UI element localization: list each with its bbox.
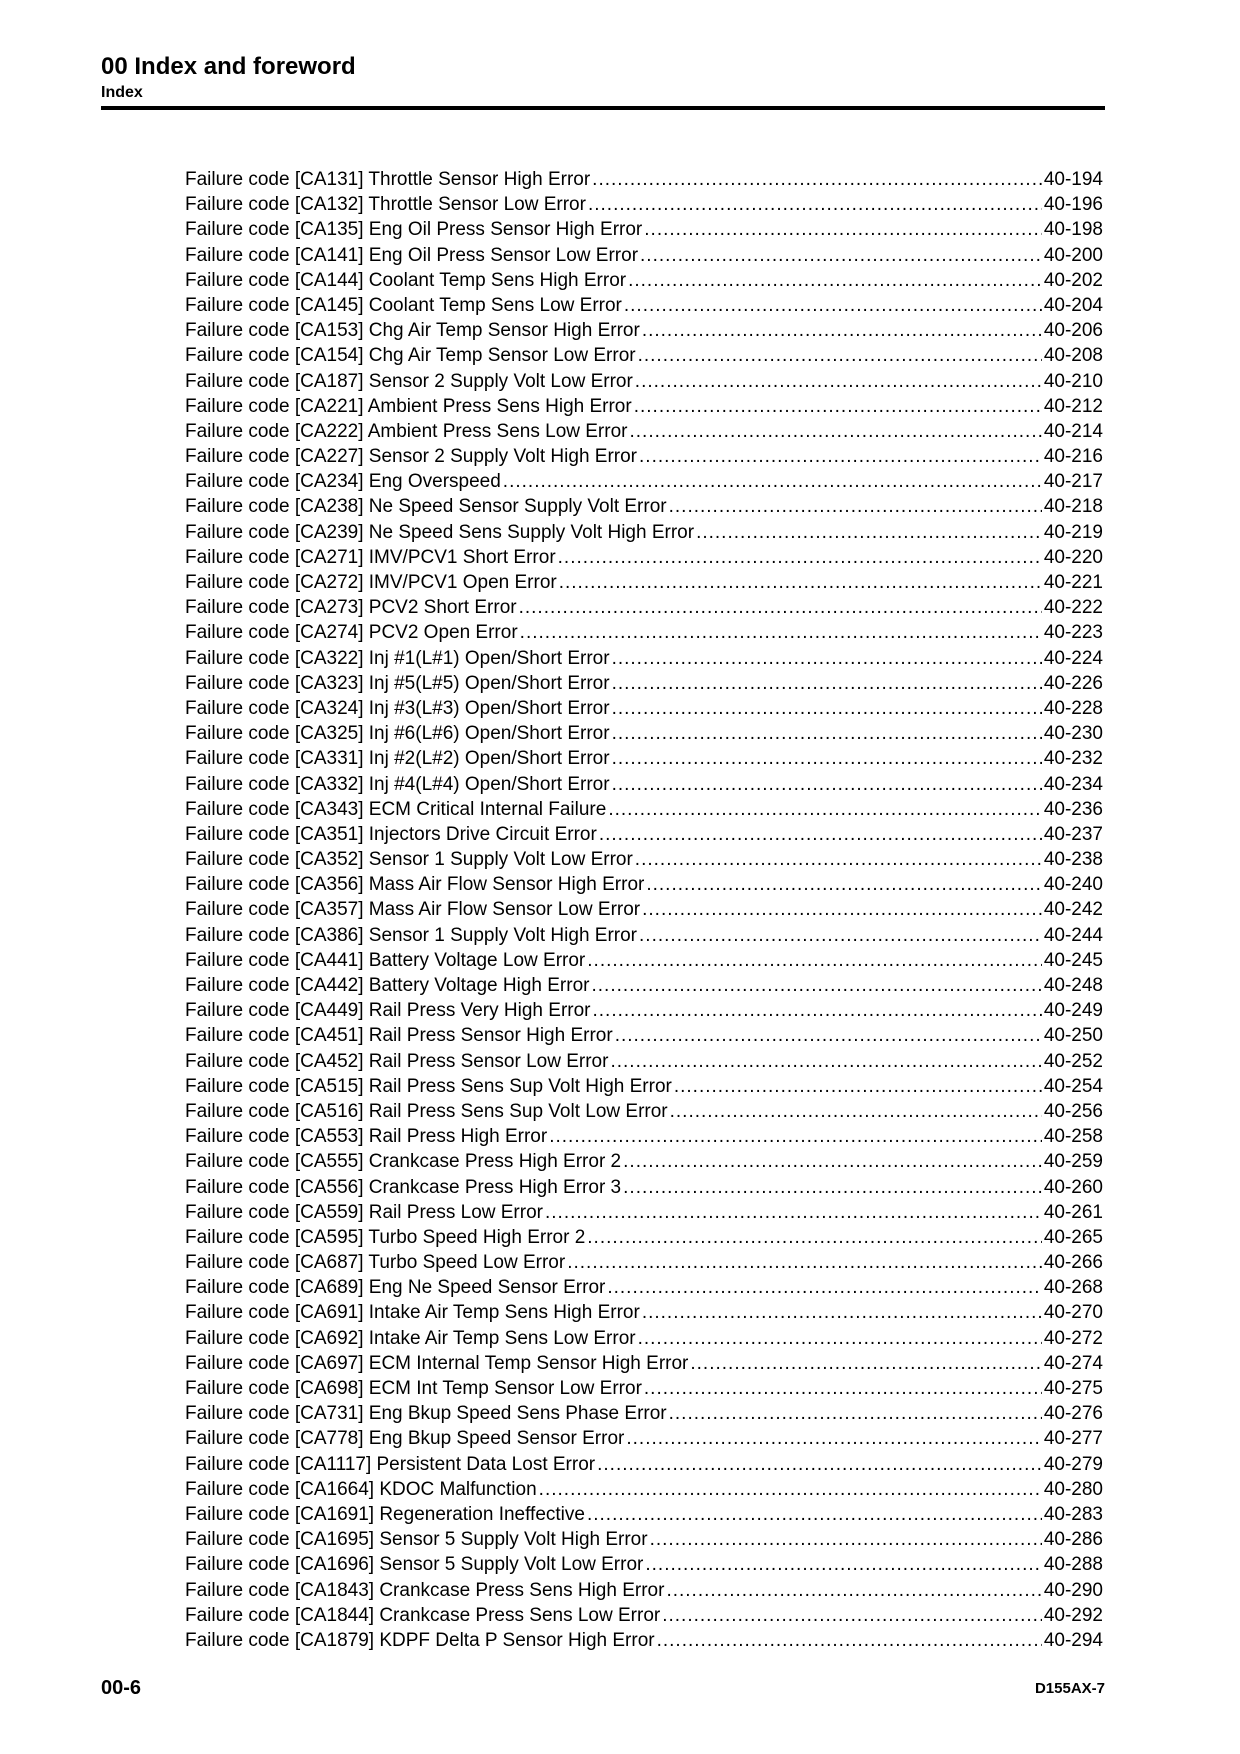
index-entry[interactable]	[185, 1552, 1103, 1577]
dot-leader	[520, 620, 1042, 645]
index-entry-title: Failure code [CA452] Rail Press Sensor Low Error	[185, 1050, 609, 1072]
dot-leader	[624, 293, 1042, 318]
index-entry-page: 40-256	[1043, 1100, 1103, 1122]
index-entry-title: Failure code [CA227] Sensor 2 Supply Volt High Error	[185, 446, 638, 468]
dot-leader	[669, 1401, 1042, 1426]
index-entry-title: Failure code [CA1843] Crankcase Press Sens High Error	[185, 1579, 665, 1601]
dot-leader	[549, 1124, 1042, 1149]
dot-leader	[587, 1502, 1042, 1527]
index-entry-page: 40-219	[1043, 521, 1103, 543]
index-entry-page: 40-208	[1043, 345, 1103, 367]
index-entry-page: 40-286	[1043, 1529, 1103, 1551]
index-entry[interactable]	[185, 1351, 1103, 1376]
index-entry-page: 40-265	[1043, 1226, 1103, 1248]
index-entry-page: 40-276	[1043, 1403, 1103, 1425]
index-entry-title: Failure code [CA692] Intake Air Temp Sens Low Error	[185, 1327, 636, 1349]
index-entry-page: 40-210	[1043, 370, 1103, 392]
index-entry-title: Failure code [CA324] Inj #3(L#3) Open/Short Error	[185, 697, 610, 719]
index-entry[interactable]	[185, 1603, 1103, 1628]
dot-leader	[612, 746, 1042, 771]
index-entry[interactable]	[185, 1477, 1103, 1502]
index-entry-page: 40-196	[1043, 194, 1103, 216]
dot-leader	[558, 545, 1042, 570]
index-entry[interactable]	[185, 419, 1103, 444]
index-entry-title: Failure code [CA273] PCV2 Short Error	[185, 597, 517, 619]
dot-leader	[610, 1049, 1041, 1074]
index-entry-title: Failure code [CA131] Throttle Sensor High Error	[185, 169, 591, 190]
index-entry-title: Failure code [CA221] Ambient Press Sens High Error	[185, 395, 632, 417]
index-entry-title: Failure code [CA135] Eng Oil Press Sensor High Error	[185, 219, 643, 241]
index-entry-page: 40-290	[1043, 1579, 1103, 1601]
index-entry-title: Failure code [CA187] Sensor 2 Supply Volt Low Error	[185, 370, 633, 392]
dot-leader	[587, 1225, 1042, 1250]
index-entry-page: 40-212	[1043, 395, 1103, 417]
index-entry-page: 40-250	[1043, 1025, 1103, 1047]
dot-leader	[623, 1175, 1042, 1200]
index-entry-page: 40-232	[1043, 748, 1103, 770]
index-entry[interactable]	[185, 217, 1103, 242]
index-entry[interactable]	[185, 822, 1103, 847]
dot-leader	[650, 1527, 1042, 1552]
index-entry[interactable]	[185, 1250, 1103, 1275]
index-entry-title: Failure code [CA234] Eng Overspeed	[185, 471, 501, 493]
index-entry-page: 40-200	[1043, 244, 1103, 266]
index-entry[interactable]	[185, 897, 1103, 922]
index-entry-title: Failure code [CA274] PCV2 Open Error	[185, 622, 518, 644]
index-entry-title: Failure code [CA144] Coolant Temp Sens High Error	[185, 269, 627, 291]
index-entry[interactable]	[185, 1175, 1103, 1200]
index-entry-title: Failure code [CA451] Rail Press Sensor High Error	[185, 1025, 613, 1047]
index-entry-page: 40-242	[1043, 899, 1103, 921]
index-entry[interactable]	[185, 923, 1103, 948]
index-entry-title: Failure code [CA141] Eng Oil Press Sensor Low Error	[185, 244, 639, 266]
index-entry-page: 40-240	[1043, 874, 1103, 896]
dot-leader	[646, 872, 1041, 897]
index-entry[interactable]	[185, 192, 1103, 217]
index-entry-title: Failure code [CA271] IMV/PCV1 Short Error	[185, 546, 556, 568]
index-entry-title: Failure code [CA553] Rail Press High Error	[185, 1126, 548, 1148]
index-entry-page: 40-221	[1043, 572, 1103, 593]
dot-leader	[666, 1578, 1041, 1603]
dot-leader	[644, 217, 1042, 242]
dot-leader	[642, 897, 1042, 922]
dot-leader	[593, 998, 1042, 1023]
dot-leader	[539, 1477, 1042, 1502]
index-entry[interactable]	[185, 343, 1103, 368]
index-entry[interactable]	[185, 167, 1103, 192]
dot-leader	[634, 394, 1042, 419]
index-entry-title: Failure code [CA1117] Persistent Data Lost Error	[185, 1453, 596, 1475]
index-entry-page: 40-294	[1043, 1629, 1103, 1651]
index-entry-page: 40-283	[1043, 1503, 1103, 1525]
dot-leader	[592, 167, 1042, 192]
index-entry-title: Failure code [CA1879] KDPF Delta P Sensor High Error	[185, 1629, 655, 1651]
dot-leader	[612, 721, 1042, 746]
dot-leader	[635, 847, 1042, 872]
dot-leader	[657, 1628, 1042, 1653]
index-entry[interactable]	[185, 394, 1103, 419]
index-entry-page: 40-222	[1043, 597, 1103, 619]
index-entry-page: 40-254	[1043, 1075, 1103, 1097]
index-entry-title: Failure code [CA222] Ambient Press Sens Low Error	[185, 420, 628, 442]
index-entry[interactable]	[185, 797, 1103, 822]
dot-leader	[644, 1376, 1042, 1401]
index-entry-title: Failure code [CA153] Chg Air Temp Sensor High Error	[185, 320, 640, 342]
index-entry[interactable]	[185, 1426, 1103, 1451]
index-entry-page: 40-261	[1043, 1201, 1103, 1223]
dot-leader	[588, 192, 1042, 217]
index-entry-title: Failure code [CA687] Turbo Speed Low Error	[185, 1252, 566, 1274]
index-entry-page: 40-259	[1043, 1151, 1103, 1173]
index-entry[interactable]	[185, 494, 1103, 519]
model-code: D155AX-7	[1034, 1680, 1105, 1697]
dot-leader	[670, 1099, 1042, 1124]
dot-leader	[626, 1426, 1041, 1451]
index-entry[interactable]	[185, 1502, 1103, 1527]
index-entry[interactable]	[185, 469, 1103, 494]
index-entry[interactable]	[185, 1275, 1103, 1300]
index-entry-title: Failure code [CA1664] KDOC Malfunction	[185, 1478, 537, 1500]
index-entry-title: Failure code [CA332] Inj #4(L#4) Open/Short Error	[185, 773, 610, 795]
index-entry-title: Failure code [CA595] Turbo Speed High Error 2	[185, 1226, 586, 1248]
dot-leader	[612, 772, 1042, 797]
dot-leader	[635, 369, 1042, 394]
index-entry-page: 40-248	[1043, 975, 1103, 996]
dot-leader	[612, 646, 1042, 671]
index-entry-title: Failure code [CA731] Eng Bkup Speed Sens Phase Error	[185, 1403, 667, 1425]
dot-leader	[559, 570, 1042, 595]
index-entry-page: 40-230	[1043, 723, 1103, 745]
index-entry[interactable]	[185, 545, 1103, 570]
index-entry[interactable]	[185, 1200, 1103, 1225]
dot-leader	[639, 444, 1042, 469]
index-entry-title: Failure code [CA132] Throttle Sensor Low Error	[185, 194, 586, 216]
dot-leader	[599, 822, 1042, 847]
index-entry-page: 40-280	[1043, 1478, 1103, 1500]
index-entry-page: 40-217	[1043, 471, 1103, 493]
dot-leader	[669, 494, 1042, 519]
index-entry[interactable]	[185, 1023, 1103, 1048]
index-entry-title: Failure code [CA516] Rail Press Sens Sup Volt Low Error	[185, 1100, 668, 1122]
dot-leader	[587, 948, 1042, 973]
index-entry-page: 40-279	[1043, 1453, 1103, 1475]
section-title: Index	[101, 84, 143, 101]
index-entry-page: 40-244	[1043, 924, 1103, 946]
index-entry-page: 40-237	[1043, 823, 1103, 845]
index-entry[interactable]	[185, 243, 1103, 268]
dot-leader	[640, 243, 1042, 268]
dot-leader	[696, 520, 1042, 545]
dot-leader	[612, 696, 1042, 721]
dot-leader	[503, 469, 1042, 494]
index-entry-page: 40-260	[1043, 1176, 1103, 1198]
index-entry-title: Failure code [CA515] Rail Press Sens Sup Volt High Error	[185, 1075, 672, 1097]
index-entry[interactable]	[185, 1376, 1103, 1401]
index-entry-page: 40-216	[1043, 446, 1103, 468]
index-entry-page: 40-249	[1043, 1000, 1103, 1022]
index-entry-title: Failure code [CA325] Inj #6(L#6) Open/Short Error	[185, 723, 610, 745]
index-entry[interactable]	[185, 872, 1103, 897]
index-entry-page: 40-236	[1043, 798, 1103, 820]
dot-leader	[642, 1300, 1042, 1325]
index-entry-title: Failure code [CA239] Ne Speed Sens Supply Volt High Error	[185, 521, 695, 543]
index-entry-page: 40-274	[1043, 1352, 1103, 1374]
dot-leader	[607, 1275, 1041, 1300]
dot-leader	[629, 419, 1041, 444]
index-entry-title: Failure code [CA449] Rail Press Very High Error	[185, 1000, 591, 1022]
index-entry-page: 40-223	[1043, 622, 1103, 644]
index-entry-page: 40-268	[1043, 1277, 1103, 1299]
index-entry-title: Failure code [CA343] ECM Critical Internal Failure	[185, 798, 607, 820]
dot-leader	[545, 1200, 1042, 1225]
dot-leader	[638, 1326, 1042, 1351]
index-entry[interactable]	[185, 293, 1103, 318]
index-entry-page: 40-220	[1043, 546, 1103, 568]
index-entry[interactable]	[185, 1300, 1103, 1325]
index-entry-page: 40-266	[1043, 1252, 1103, 1274]
index-entry-title: Failure code [CA691] Intake Air Temp Sens High Error	[185, 1302, 640, 1324]
index-entry[interactable]	[185, 721, 1103, 746]
index-entry[interactable]	[185, 268, 1103, 293]
index-entry-title: Failure code [CA555] Crankcase Press High Error 2	[185, 1151, 622, 1173]
index-entry[interactable]	[185, 1124, 1103, 1149]
index-entry[interactable]	[185, 746, 1103, 771]
index-entry-title: Failure code [CA441] Battery Voltage Low Error	[185, 949, 586, 971]
dot-leader	[642, 318, 1042, 343]
dot-leader	[690, 1351, 1041, 1376]
index-entry[interactable]	[185, 1326, 1103, 1351]
index-entry-page: 40-214	[1043, 420, 1103, 442]
index-entry-page: 40-218	[1043, 496, 1103, 518]
index-list	[185, 167, 1103, 1653]
index-entry-title: Failure code [CA386] Sensor 1 Supply Volt High Error	[185, 924, 638, 946]
index-entry-page: 40-198	[1043, 219, 1103, 241]
index-entry[interactable]	[185, 998, 1103, 1023]
dot-leader	[615, 1023, 1042, 1048]
index-entry-title: Failure code [CA356] Mass Air Flow Sensor High Error	[185, 874, 645, 896]
index-entry[interactable]	[185, 847, 1103, 872]
index-entry[interactable]	[185, 772, 1103, 797]
index-entry[interactable]	[185, 1401, 1103, 1426]
index-entry[interactable]	[185, 1452, 1103, 1477]
index-entry-page: 40-206	[1043, 320, 1103, 342]
index-entry-page: 40-272	[1043, 1327, 1103, 1349]
index-entry[interactable]	[185, 696, 1103, 721]
index-entry-title: Failure code [CA556] Crankcase Press High Error 3	[185, 1176, 622, 1198]
index-entry-title: Failure code [CA352] Sensor 1 Supply Volt Low Error	[185, 849, 633, 871]
index-entry-page: 40-275	[1043, 1378, 1103, 1399]
index-entry-title: Failure code [CA323] Inj #5(L#5) Open/Short Error	[185, 672, 610, 694]
dot-leader	[645, 1552, 1041, 1577]
index-entry-title: Failure code [CA442] Battery Voltage High Error	[185, 975, 590, 996]
index-entry-title: Failure code [CA1691] Regeneration Ineffective	[185, 1503, 585, 1525]
index-entry-title: Failure code [CA322] Inj #1(L#1) Open/Short Error	[185, 647, 610, 669]
dot-leader	[628, 268, 1042, 293]
index-entry-page: 40-245	[1043, 949, 1103, 971]
index-entry-title: Failure code [CA272] IMV/PCV1 Open Error	[185, 572, 557, 593]
index-entry[interactable]	[185, 1225, 1103, 1250]
index-entry-page: 40-226	[1043, 672, 1103, 694]
index-entry[interactable]	[185, 1628, 1103, 1653]
index-entry[interactable]	[185, 1099, 1103, 1124]
dot-leader	[608, 797, 1041, 822]
index-entry-title: Failure code [CA778] Eng Bkup Speed Sensor Error	[185, 1428, 625, 1450]
index-entry-page: 40-234	[1043, 773, 1103, 795]
index-entry-page: 40-194	[1043, 169, 1103, 190]
index-entry-title: Failure code [CA357] Mass Air Flow Sensor Low Error	[185, 899, 641, 921]
page-number: 00-6	[101, 1677, 142, 1699]
index-entry-page: 40-288	[1043, 1554, 1103, 1576]
index-entry[interactable]	[185, 595, 1103, 620]
index-entry[interactable]	[185, 646, 1103, 671]
index-entry-title: Failure code [CA559] Rail Press Low Error	[185, 1201, 543, 1223]
index-entry[interactable]	[185, 369, 1103, 394]
dot-leader	[567, 1250, 1042, 1275]
index-entry-page: 40-204	[1043, 294, 1103, 316]
dot-leader	[662, 1603, 1042, 1628]
index-entry[interactable]	[185, 520, 1103, 545]
index-entry-title: Failure code [CA1696] Sensor 5 Supply Volt Low Error	[185, 1554, 644, 1576]
index-entry[interactable]	[185, 671, 1103, 696]
index-entry[interactable]	[185, 620, 1103, 645]
index-entry[interactable]	[185, 1074, 1103, 1099]
index-entry-page: 40-202	[1043, 269, 1103, 291]
index-entry[interactable]	[185, 318, 1103, 343]
index-entry[interactable]	[185, 444, 1103, 469]
index-entry[interactable]	[185, 1527, 1103, 1552]
index-entry[interactable]	[185, 570, 1103, 595]
index-entry-title: Failure code [CA698] ECM Int Temp Sensor Low Error	[185, 1378, 642, 1399]
index-entry-title: Failure code [CA689] Eng Ne Speed Sensor Error	[185, 1277, 606, 1299]
dot-leader	[623, 1149, 1042, 1174]
dot-leader	[591, 973, 1041, 998]
index-entry[interactable]	[185, 1049, 1103, 1074]
index-entry-title: Failure code [CA1844] Crankcase Press Sens Low Error	[185, 1604, 661, 1626]
index-entry-title: Failure code [CA145] Coolant Temp Sens Low Error	[185, 294, 622, 316]
dot-leader	[639, 923, 1042, 948]
index-entry-title: Failure code [CA154] Chg Air Temp Sensor Low Error	[185, 345, 636, 367]
dot-leader	[597, 1452, 1042, 1477]
header-divider	[101, 106, 1105, 110]
index-entry[interactable]	[185, 973, 1103, 998]
index-entry-page: 40-292	[1043, 1604, 1103, 1626]
index-entry-title: Failure code [CA1695] Sensor 5 Supply Volt High Error	[185, 1529, 648, 1551]
chapter-title: 00 Index and foreword	[101, 53, 356, 80]
index-entry-page: 40-224	[1043, 647, 1103, 669]
index-entry-page: 40-258	[1043, 1126, 1103, 1148]
index-entry-page: 40-252	[1043, 1050, 1103, 1072]
index-entry[interactable]	[185, 1149, 1103, 1174]
index-entry-title: Failure code [CA697] ECM Internal Temp Sensor High Error	[185, 1352, 689, 1374]
index-entry-page: 40-277	[1043, 1428, 1103, 1450]
index-entry-title: Failure code [CA238] Ne Speed Sensor Supply Volt Error	[185, 496, 667, 518]
index-entry-page: 40-238	[1043, 849, 1103, 871]
index-entry-page: 40-270	[1043, 1302, 1103, 1324]
index-entry-title: Failure code [CA351] Injectors Drive Circuit Error	[185, 823, 597, 845]
dot-leader	[519, 595, 1042, 620]
index-entry[interactable]	[185, 948, 1103, 973]
index-entry-page: 40-228	[1043, 697, 1103, 719]
index-entry[interactable]	[185, 1578, 1103, 1603]
dot-leader	[674, 1074, 1042, 1099]
dot-leader	[638, 343, 1042, 368]
dot-leader	[612, 671, 1042, 696]
index-entry-title: Failure code [CA331] Inj #2(L#2) Open/Short Error	[185, 748, 610, 770]
